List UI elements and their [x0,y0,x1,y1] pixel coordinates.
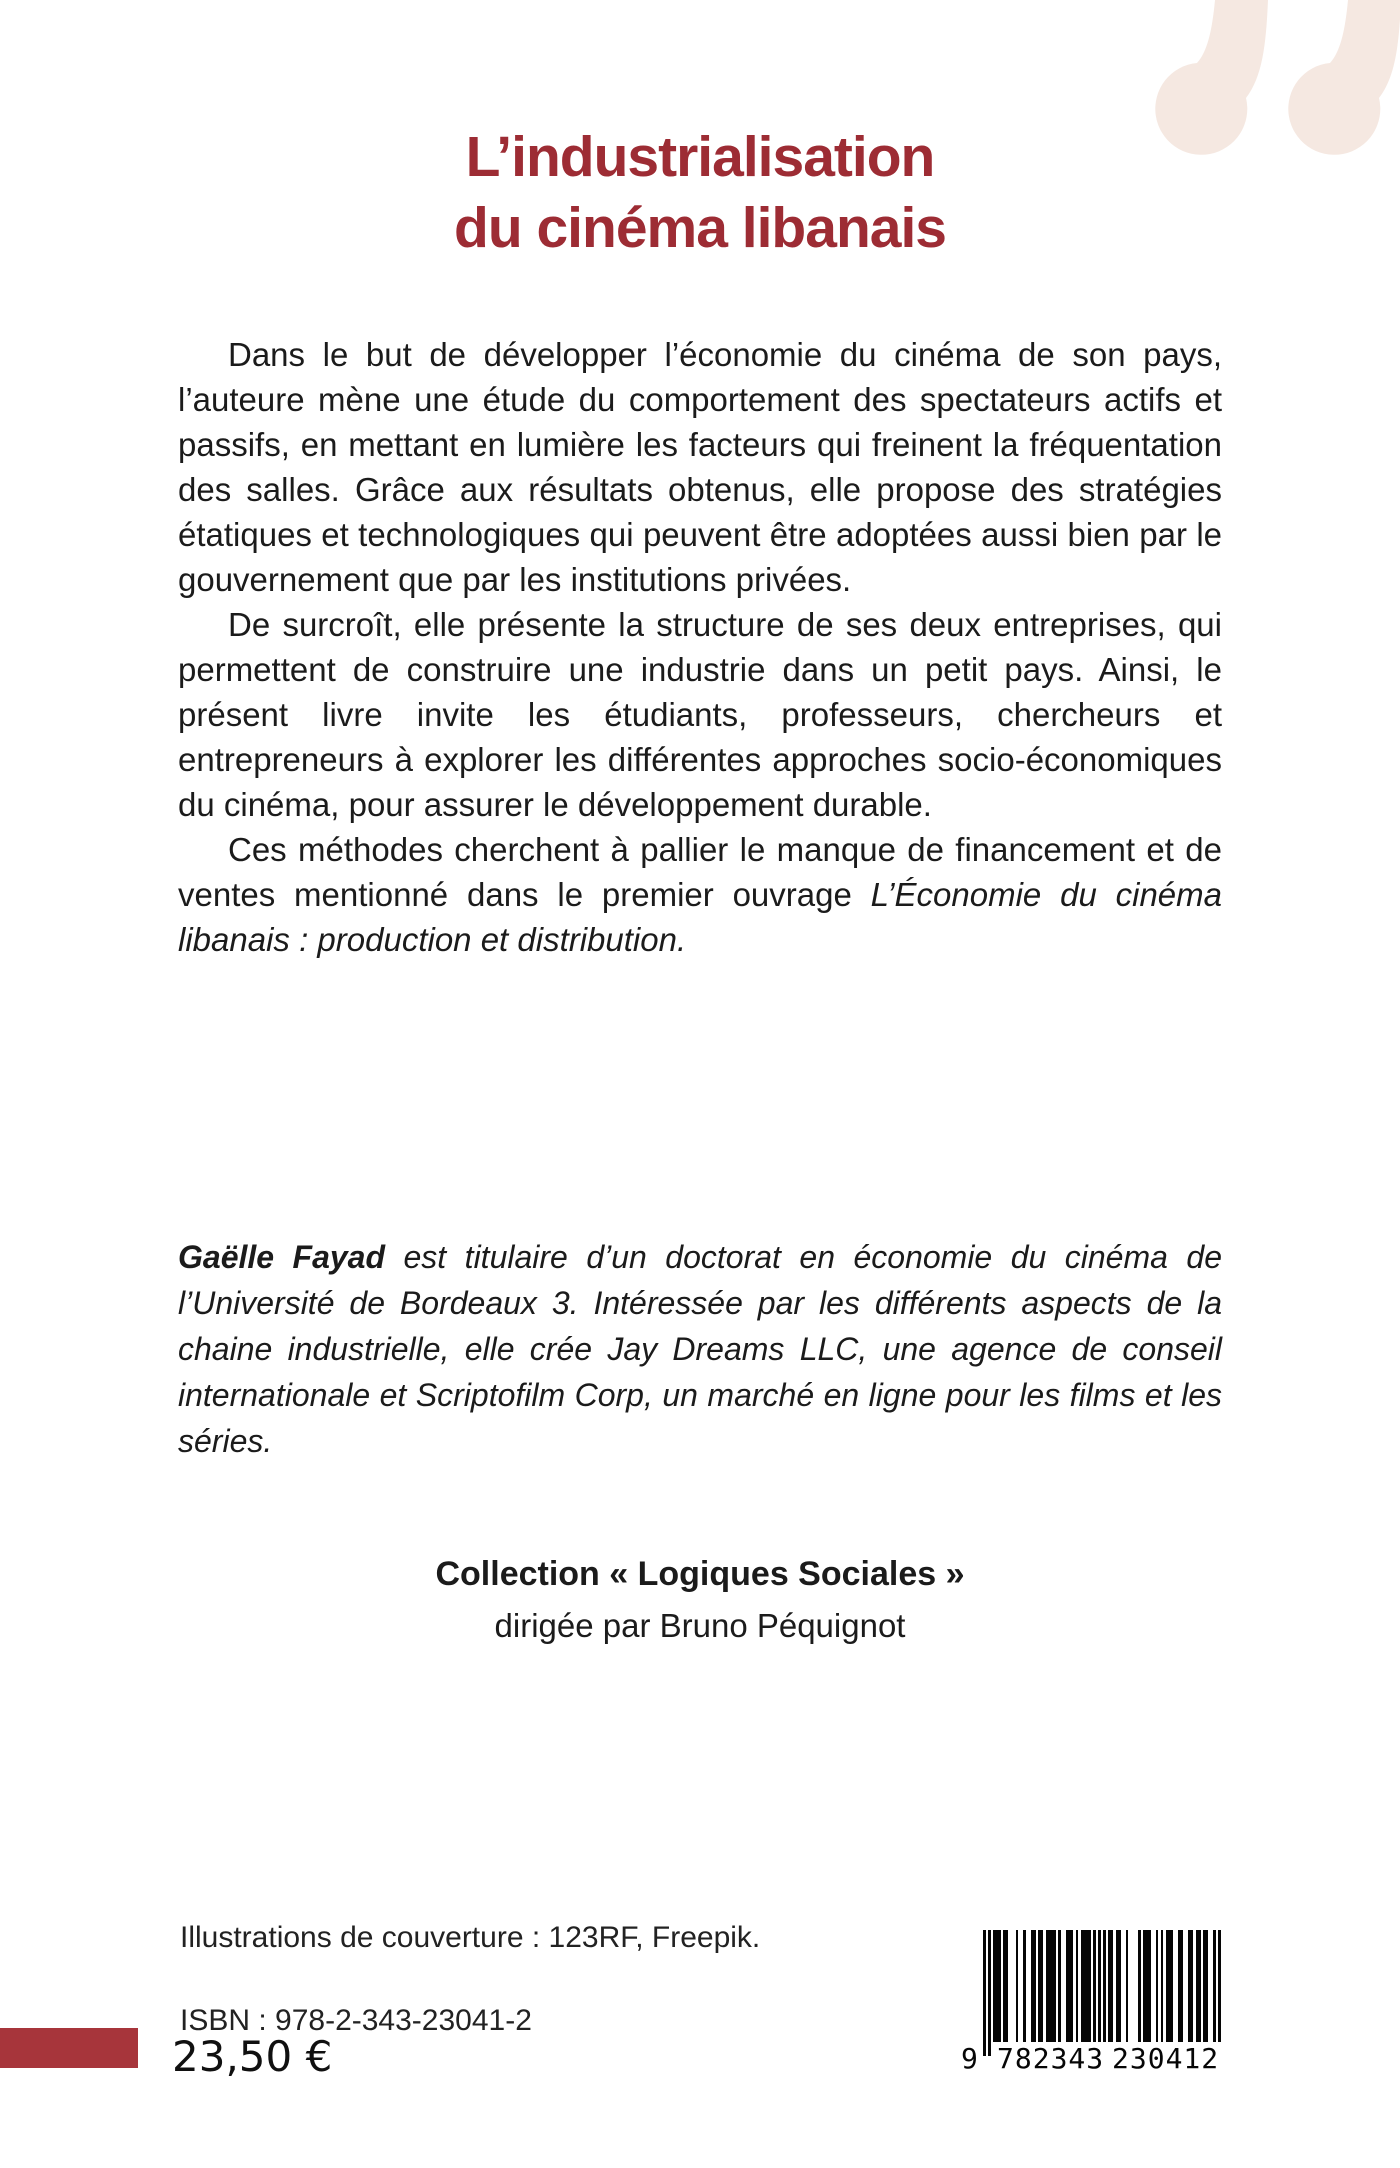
price: 23,50 € [172,2032,333,2081]
synopsis [178,332,1222,962]
referenced-book-title: L’Économie du cinéma libanais : production et distribution. [178,876,1223,958]
barcode-bars [983,1930,1223,2056]
author-name: Gaëlle Fayad [178,1239,386,1275]
synopsis-paragraph-3 [178,827,1222,962]
synopsis-paragraph-1: Dans le but de développer l’économie du cinéma de son pays, l’auteure mène une étude du comportement des spectateurs actifs et passifs, en mettant en lumière les facteurs qui freinent la fréquentation des salles. Grâce aux résultats obtenus, elle propose des stratégies étatiques et technologiques qui peuvent être adoptées aussi bien par le gouvernement que par les institutions privées. [178,336,1222,598]
collection-block [178,1552,1222,1648]
book-title [178,122,1222,264]
book-title-line1: L’industrialisation [465,125,935,190]
author-bio-text: est titulaire d’un doctorat en économie du cinéma de l’Université de Bordeaux 3. Intéressée par les différents aspects de la chaine industrielle, elle crée Jay Dreams LLC, une agence de conseil internationale et Scriptofilm Corp, un marché en ligne pour les films et les séries. [178,1239,1223,1459]
barcode-digit-left: 9 [961,2042,978,2075]
author-bio-paragraph [178,1234,1222,1464]
author-bio [178,1234,1222,1464]
collection-director: dirigée par Bruno Péquignot [494,1607,906,1644]
synopsis-paragraph-3-text: Ces méthodes cherchent à pallier le manque de financement et de ventes mentionné dans le premier ouvrage [178,831,1222,913]
price-accent-bar [0,2028,138,2068]
illustrations-credit: Illustrations de couverture : 123RF, Freepik. [180,1921,761,1954]
barcode-digits-group1: 782343 [997,2042,1105,2075]
collection-name: Collection « Logiques Sociales » [435,1555,965,1593]
synopsis-paragraph-2: De surcroît, elle présente la structure de ses deux entreprises, qui permettent de construire une industrie dans un petit pays. Ainsi, le présent livre invite les étudiants, professeurs, chercheurs et entrepreneurs à explorer les différentes approches socio-économiques du cinéma, pour assurer le développement durable. [178,606,1222,823]
barcode [961,1930,1223,2080]
barcode-digits-group2: 230412 [1112,2042,1220,2075]
book-title-line2: du cinéma libanais [454,196,946,261]
isbn: ISBN : 978-2-343-23041-2 [180,2004,532,2037]
